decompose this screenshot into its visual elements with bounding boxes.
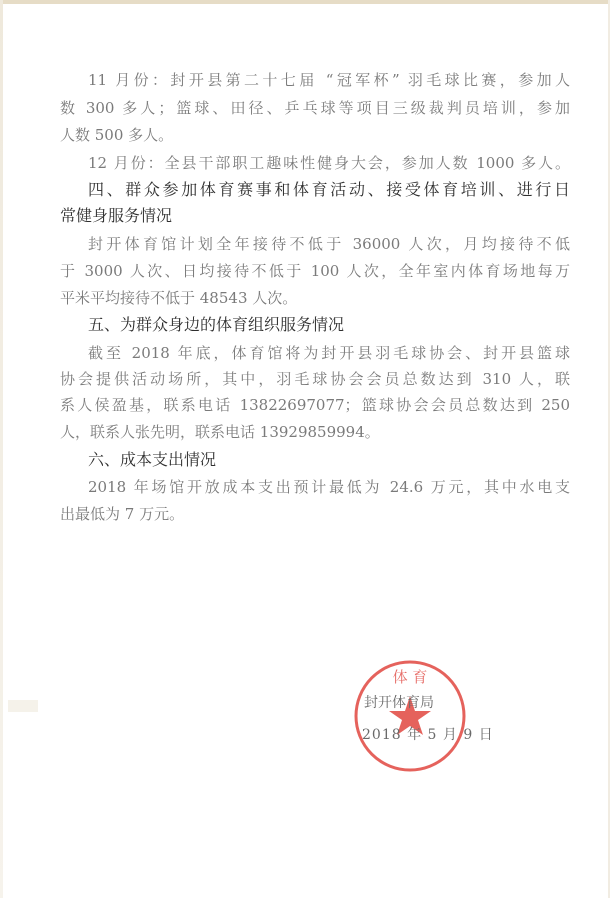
section6-line-2: 出最低为 7 万元。 (60, 505, 185, 523)
section6-heading: 六、成本支出情况 (88, 450, 217, 469)
nov-line-1: 11 月份：封开县第二十七届 “冠军杯” 羽毛球比赛，参加人 (88, 71, 570, 89)
page-top-edge (0, 0, 610, 4)
nov-line-2: 数 300 多人；篮球、田径、乒乓球等项目三级裁判员培训，参加 (60, 99, 570, 117)
signature-organization: 封开体育局 (364, 695, 434, 711)
scan-mark (8, 700, 38, 712)
svg-text:体 育: 体 育 (392, 668, 428, 686)
section5-line-4: 人，联系人张先明，联系电话 13929859994。 (60, 423, 380, 441)
page-left-edge (0, 0, 3, 898)
section4-line-1: 封开体育馆计划全年接待不低于 36000 人次，月均接待不低 (88, 235, 570, 253)
section4-line-2: 于 3000 人次、日均接待不低于 100 人次，全年室内体育场地每万 (60, 262, 570, 280)
official-stamp (352, 658, 468, 774)
section4-heading-line-1: 四、群众参加体育赛事和体育活动、接受体育培训、进行日 (88, 180, 570, 199)
section5-line-3: 系人侯盈基，联系电话 13822697077；篮球协会会员总数达到 250 (60, 396, 570, 414)
section4-heading-line-2: 常健身服务情况 (60, 206, 173, 225)
dec-line: 12 月份：全县干部职工趣味性健身大会，参加人数 1000 多人。 (88, 154, 570, 172)
signature-date: 2018 年 5 月 9 日 (362, 727, 494, 743)
section5-heading: 五、为群众身边的体育组织服务情况 (88, 315, 345, 334)
section5-line-1: 截至 2018 年底，体育馆将为封开县羽毛球协会、封开县篮球 (88, 344, 570, 362)
section6-line-1: 2018 年场馆开放成本支出预计最低为 24.6 万元，其中水电支 (88, 478, 570, 496)
section4-line-3: 平米平均接待不低于 48543 人次。 (60, 289, 298, 307)
nov-line-3: 人数 500 多人。 (60, 126, 174, 144)
section5-line-2: 协会提供活动场所，其中，羽毛球协会会员总数达到 310 人，联 (60, 370, 570, 388)
